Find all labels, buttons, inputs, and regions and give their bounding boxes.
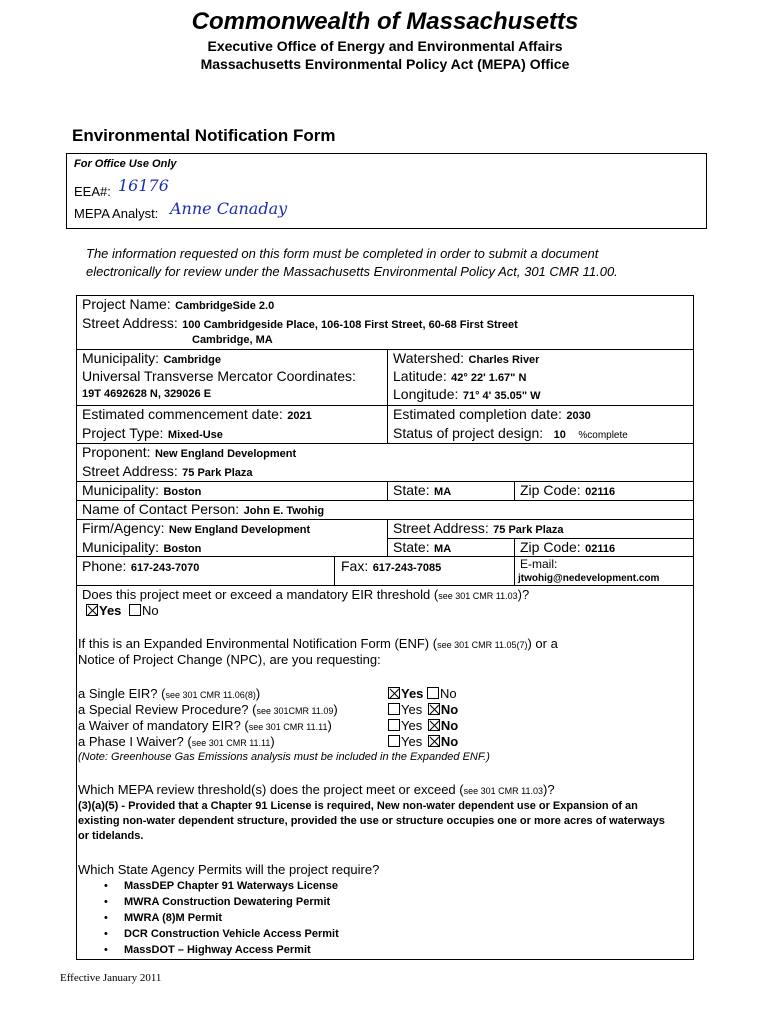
proponent-street-label: Street Address: <box>82 463 178 479</box>
list-item: • DCR Construction Vehicle Access Permit <box>104 926 339 942</box>
form-title: Environmental Notification Form <box>72 126 336 145</box>
proponent-state-value[interactable]: MA <box>434 486 452 498</box>
design-status-label: Status of project design: <box>393 425 544 441</box>
special-review-yes-checkbox[interactable] <box>388 703 400 715</box>
ghg-note: (Note: Greenhouse Gas Emissions analysis must be included in the Expanded ENF.) <box>78 751 490 763</box>
agency-name: Executive Office of Energy and Environmental Affairs <box>207 38 563 54</box>
street-address-value[interactable]: 100 Cambridgeside Place, 106-108 First Street, 60-68 First Street <box>182 319 518 331</box>
proponent-municipality-value[interactable]: Boston <box>163 486 202 498</box>
firm-value[interactable]: New England Development <box>168 524 311 536</box>
waiver-no-checkbox[interactable] <box>428 719 440 731</box>
review-threshold-answer[interactable]: (3)(a)(5) - Provided that a Chapter 91 License is required, New non-water dependent use or Expansion of an existing non-water dependent structure, provided the use or structure occupies one or more acres of waterways or tidelands. <box>78 800 665 842</box>
proponent-state-label: State: <box>393 482 430 498</box>
contact-street-label: Street Address: <box>393 520 489 536</box>
contact-street-value[interactable]: 75 Park Plaza <box>493 524 564 536</box>
commencement-value[interactable]: 2021 <box>287 410 312 422</box>
single-eir-no-checkbox[interactable] <box>427 687 439 699</box>
eir-threshold-question: Does this project meet or exceed a mandatory EIR threshold (see 301 CMR 11.03)? <box>82 587 530 602</box>
project-type-label: Project Type: <box>82 425 164 441</box>
contact-name-label: Name of Contact Person: <box>82 501 240 517</box>
proponent-zip-label: Zip Code: <box>520 482 581 498</box>
latitude-value[interactable]: 42° 22' 1.67" N <box>451 372 527 384</box>
municipality-value[interactable]: Cambridge <box>163 354 221 366</box>
project-name-value[interactable]: CambridgeSide 2.0 <box>175 300 275 312</box>
list-item: • MWRA (8)M Permit <box>104 910 339 926</box>
review-threshold-question: Which MEPA review threshold(s) does the project meet or exceed (see 301 CMR 11.03)? <box>78 782 555 797</box>
contact-zip-label: Zip Code: <box>520 539 581 555</box>
proponent-street-value[interactable]: 75 Park Plaza <box>182 467 253 479</box>
special-review-question: a Special Review Procedure? (see 301CMR 11.09) <box>78 702 338 717</box>
single-eir-question: a Single EIR? (see 301 CMR 11.06(8)) <box>78 686 261 701</box>
proponent-municipality-label: Municipality: <box>82 482 160 498</box>
phase1-yes-checkbox[interactable] <box>388 735 400 747</box>
eir-threshold-yes-checkbox[interactable] <box>86 604 98 616</box>
municipality-label: Municipality: <box>82 350 160 366</box>
office-name: Massachusetts Environmental Policy Act (MEPA) Office <box>200 56 570 72</box>
project-type-value[interactable]: Mixed-Use <box>167 429 223 441</box>
npc-question: Notice of Project Change (NPC), are you requesting: <box>78 652 381 667</box>
special-review-no-checkbox[interactable] <box>428 703 440 715</box>
eir-threshold-yes-label: Yes <box>99 603 122 618</box>
contact-municipality-label: Municipality: <box>82 539 160 555</box>
phone-label: Phone: <box>82 558 127 574</box>
project-name-label: Project Name: <box>82 296 171 312</box>
fax-value[interactable]: 617-243-7085 <box>372 562 442 574</box>
permits-question: Which State Agency Permits will the project require? <box>78 862 380 877</box>
eea-label: EEA#: <box>74 184 111 199</box>
eir-threshold-no-label: No <box>142 603 159 618</box>
single-eir-yes-checkbox[interactable] <box>388 687 400 699</box>
list-item: • MWRA Construction Dewatering Permit <box>104 894 339 910</box>
waiver-yes-checkbox[interactable] <box>388 719 400 731</box>
email-label: E-mail: <box>520 557 558 571</box>
footer-effective-date: Effective January 2011 <box>60 972 162 984</box>
permits-list <box>104 878 339 958</box>
completion-label: Estimated completion date: <box>393 406 562 422</box>
contact-name-value[interactable]: John E. Twohig <box>243 505 325 517</box>
expanded-enf-question: If this is an Expanded Environmental Notification Form (ENF) (see 301 CMR 11.05(7)) or a <box>78 636 558 651</box>
phase1-no-checkbox[interactable] <box>428 735 440 747</box>
contact-state-label: State: <box>393 539 430 555</box>
proponent-label: Proponent: <box>82 444 151 460</box>
design-status-unit: %complete <box>578 430 628 441</box>
analyst-name-field[interactable]: Anne Canaday <box>170 199 288 218</box>
phone-value[interactable]: 617-243-7070 <box>130 562 200 574</box>
utm-label: Universal Transverse Mercator Coordinates: <box>82 368 356 384</box>
analyst-label: MEPA Analyst: <box>74 206 159 221</box>
design-status-value[interactable]: 10 <box>553 429 566 441</box>
fax-label: Fax: <box>341 558 369 574</box>
firm-label: Firm/Agency: <box>82 520 165 536</box>
proponent-zip-value[interactable]: 02116 <box>585 486 616 498</box>
list-item: • MassDOT – Highway Access Permit <box>104 942 339 958</box>
street-address-label: Street Address: <box>82 315 178 331</box>
watershed-value[interactable]: Charles River <box>468 354 540 366</box>
list-item: • MassDEP Chapter 91 Waterways License <box>104 878 339 894</box>
contact-zip-value[interactable]: 02116 <box>585 543 616 555</box>
commencement-label: Estimated commencement date: <box>82 406 283 422</box>
instructions-text: The information requested on this form must be completed in order to submit a document electronically for review under the Massachusetts Environmental Policy Act, 301 CMR 11.00. <box>86 246 618 279</box>
eea-number-field[interactable]: 16176 <box>118 176 169 195</box>
latitude-label: Latitude: <box>393 368 447 384</box>
office-use-label: For Office Use Only <box>74 158 177 170</box>
street-address-value-line2[interactable]: Cambridge, MA <box>192 334 273 346</box>
watershed-label: Watershed: <box>393 350 465 366</box>
waiver-question: a Waiver of mandatory EIR? (see 301 CMR 11.11) <box>78 718 332 733</box>
phase1-waiver-question: a Phase I Waiver? (see 301 CMR 11.11) <box>78 734 275 749</box>
utm-value[interactable]: 19T 4692628 N, 329026 E <box>82 388 212 400</box>
proponent-value[interactable]: New England Development <box>154 448 297 460</box>
eir-threshold-no-checkbox[interactable] <box>129 604 141 616</box>
email-value[interactable]: jtwohig@nedevelopment.com <box>518 573 660 584</box>
longitude-label: Longitude: <box>393 386 459 402</box>
page-title: Commonwealth of Massachusetts <box>191 8 579 35</box>
longitude-value[interactable]: 71° 4' 35.05" W <box>462 390 541 402</box>
contact-municipality-value[interactable]: Boston <box>163 543 202 555</box>
completion-value[interactable]: 2030 <box>566 410 591 422</box>
contact-state-value[interactable]: MA <box>434 543 452 555</box>
